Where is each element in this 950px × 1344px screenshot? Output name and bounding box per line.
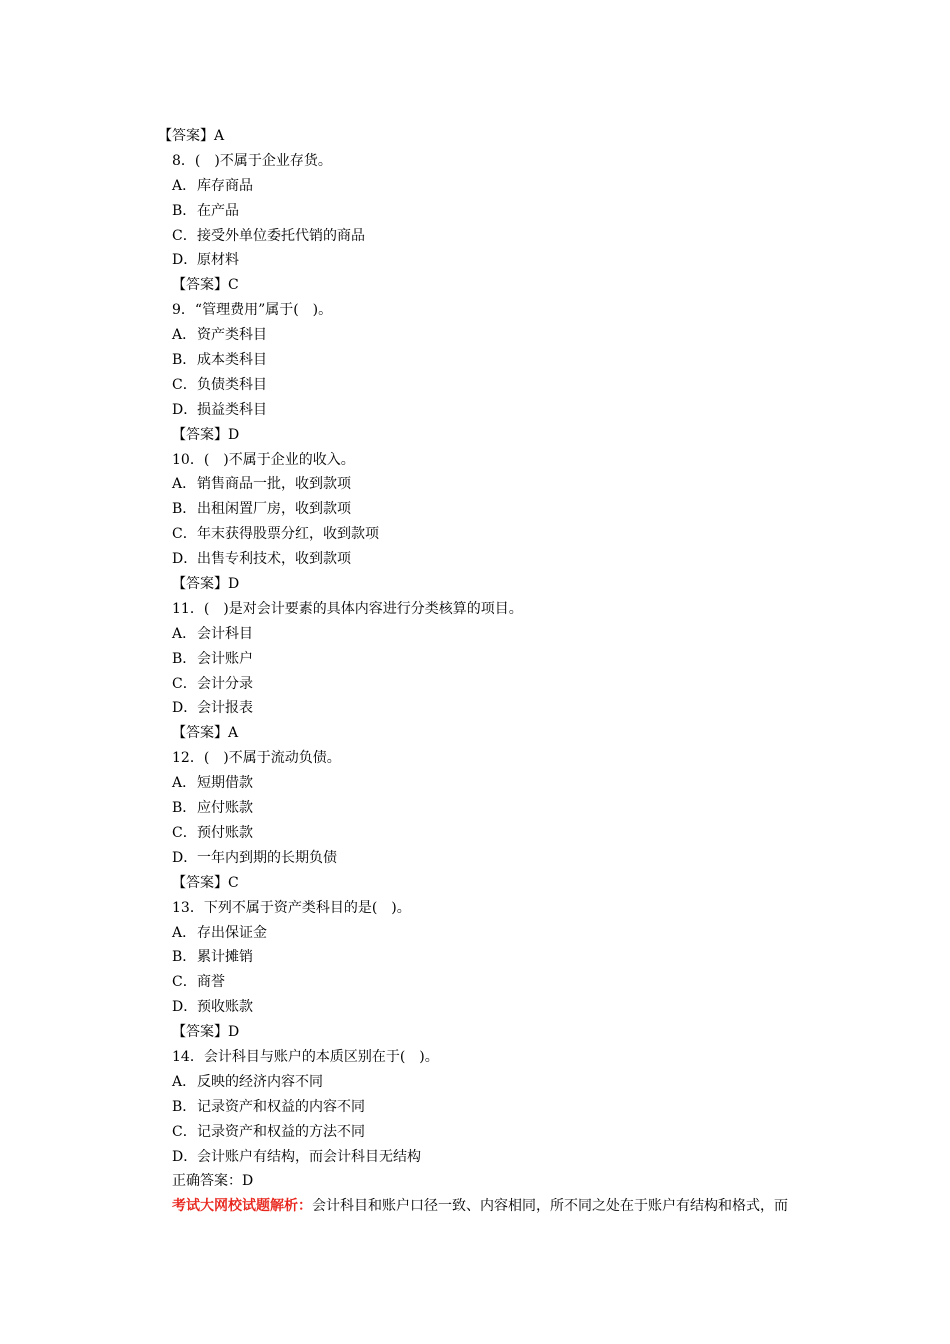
option-letter: D． <box>172 551 198 568</box>
option-text: 一年内到期的长期负债 <box>197 849 337 866</box>
option-letter: A． <box>172 775 197 792</box>
option-text: 会计报表 <box>197 700 253 717</box>
option-text: 存出保证金 <box>197 924 267 941</box>
option-letter: B． <box>172 202 197 219</box>
option-text: 会计分录 <box>197 675 253 692</box>
option-a <box>158 771 838 796</box>
answer-line: 【答案】A <box>158 128 225 144</box>
option-text: 接受外单位委托代销的商品 <box>197 227 365 244</box>
question-stem: 14．会计科目与账户的本质区别在于( )。 <box>172 1048 439 1065</box>
question-10 <box>158 448 838 597</box>
option-text: 负债类科目 <box>197 376 267 393</box>
option-c <box>158 821 838 846</box>
option-text: 会计科目 <box>197 625 253 642</box>
option-letter: D． <box>172 700 198 717</box>
option-text: 记录资产和权益的内容不同 <box>197 1098 365 1115</box>
question-11 <box>158 597 838 746</box>
question-stem: 10．( )不属于企业的收入。 <box>172 451 355 468</box>
option-letter: D． <box>172 252 198 269</box>
option-letter: C． <box>172 227 197 244</box>
option-d <box>158 248 838 273</box>
answer-line: 正确答案：D <box>172 1173 254 1190</box>
option-b <box>158 647 838 672</box>
question-stem: 13．下列不属于资产类科目的是( )。 <box>172 899 411 916</box>
option-letter: B． <box>172 949 197 966</box>
option-text: 预付账款 <box>197 824 253 841</box>
question-14 <box>158 1045 838 1194</box>
option-b <box>158 796 838 821</box>
option-text: 库存商品 <box>197 177 253 194</box>
option-a <box>158 174 838 199</box>
option-letter: A． <box>172 625 197 642</box>
option-a <box>158 622 838 647</box>
option-text: 在产品 <box>197 202 239 219</box>
option-a <box>158 323 838 348</box>
option-b <box>158 348 838 373</box>
option-b <box>158 497 838 522</box>
option-letter: C． <box>172 376 197 393</box>
option-text: 损益类科目 <box>197 401 267 418</box>
option-text: 出租闲置厂房，收到款项 <box>197 501 351 518</box>
option-text: 商誉 <box>197 974 225 991</box>
option-letter: A． <box>172 924 197 941</box>
option-letter: B． <box>172 1098 197 1115</box>
option-letter: D． <box>172 401 198 418</box>
question-stem: 11．( )是对会计要素的具体内容进行分类核算的项目。 <box>172 600 523 617</box>
option-letter: B． <box>172 800 197 817</box>
option-letter: A． <box>172 1073 197 1090</box>
option-text: 会计账户有结构，而会计科目无结构 <box>197 1148 421 1165</box>
answer-line: 【答案】D <box>172 1024 240 1041</box>
option-b <box>158 199 838 224</box>
question-9 <box>158 298 838 447</box>
question-stem: 12．( )不属于流动负债。 <box>172 750 341 767</box>
option-d <box>158 846 838 871</box>
option-text: 销售商品一批，收到款项 <box>197 476 351 493</box>
question-13 <box>158 896 838 1045</box>
option-c <box>158 970 838 995</box>
option-letter: D． <box>172 849 198 866</box>
option-letter: D． <box>172 1148 198 1165</box>
option-text: 短期借款 <box>197 775 253 792</box>
option-d <box>158 995 838 1020</box>
question-list <box>158 124 838 1219</box>
option-c <box>158 224 838 249</box>
option-text: 成本类科目 <box>197 352 267 369</box>
option-a <box>158 1070 838 1095</box>
option-letter: A． <box>172 327 197 344</box>
option-letter: C． <box>172 675 197 692</box>
question-12 <box>158 746 838 895</box>
option-text: 会计账户 <box>197 650 253 667</box>
option-a <box>158 472 838 497</box>
option-text: 记录资产和权益的方法不同 <box>197 1123 365 1140</box>
option-d <box>158 398 838 423</box>
option-text: 原材料 <box>197 252 239 269</box>
option-c <box>158 522 838 547</box>
option-letter: C． <box>172 824 197 841</box>
answer-line: 【答案】C <box>172 874 239 891</box>
question-stem: 9．“管理费用”属于( )。 <box>172 302 333 319</box>
answer-line: 【答案】D <box>172 576 240 593</box>
option-text: 预收账款 <box>197 999 253 1016</box>
option-d <box>158 547 838 572</box>
option-text: 年末获得股票分红，收到款项 <box>197 526 379 543</box>
option-b <box>158 945 838 970</box>
question-8 <box>158 149 838 298</box>
option-letter: C． <box>172 526 197 543</box>
answer-line: 【答案】A <box>172 725 239 742</box>
option-c <box>158 1120 838 1145</box>
option-letter: D． <box>172 999 198 1016</box>
option-text: 出售专利技术，收到款项 <box>197 551 351 568</box>
option-letter: A． <box>172 476 197 493</box>
question-stem: 8．( )不属于企业存货。 <box>172 152 332 169</box>
option-letter: B． <box>172 352 197 369</box>
answer-line: 【答案】D <box>172 426 240 443</box>
option-text: 资产类科目 <box>197 327 267 344</box>
option-d <box>158 1145 838 1170</box>
option-b <box>158 1095 838 1120</box>
analysis-label: 考试大网校试题解析： <box>172 1198 312 1215</box>
option-letter: A． <box>172 177 197 194</box>
option-letter: C． <box>172 1123 197 1140</box>
option-c <box>158 672 838 697</box>
option-c <box>158 373 838 398</box>
option-text: 应付账款 <box>197 800 253 817</box>
option-a <box>158 921 838 946</box>
option-letter: C． <box>172 974 197 991</box>
option-letter: B． <box>172 501 197 518</box>
answer-line: 【答案】C <box>172 277 239 294</box>
option-d <box>158 696 838 721</box>
analysis-text: 会计科目和账户口径一致、内容相同，所不同之处在于账户有结构和格式，而 <box>312 1198 788 1215</box>
option-text: 反映的经济内容不同 <box>197 1073 323 1090</box>
analysis-paragraph <box>158 1194 838 1219</box>
option-text: 累计摊销 <box>197 949 253 966</box>
option-letter: B． <box>172 650 197 667</box>
